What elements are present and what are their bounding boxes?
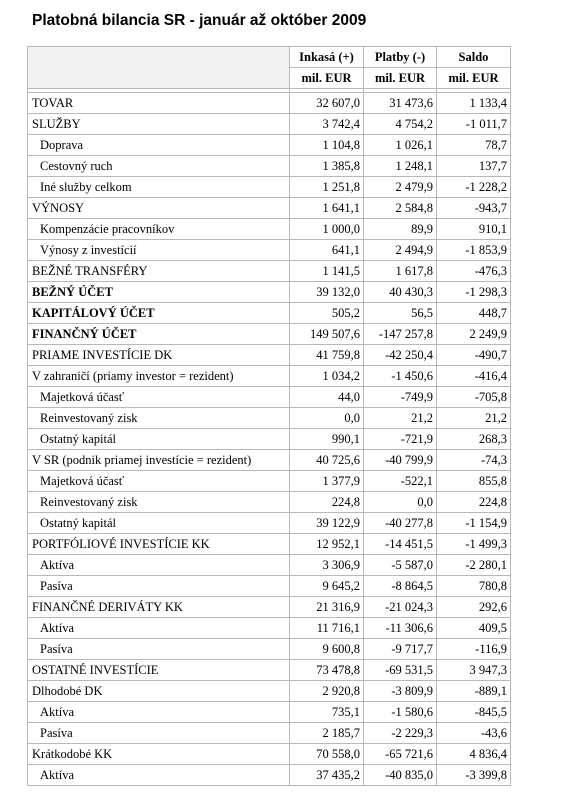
cell-platby: -3 809,9 bbox=[364, 681, 437, 702]
cell-platby: -42 250,4 bbox=[364, 345, 437, 366]
cell-saldo: 268,3 bbox=[437, 429, 511, 450]
table-row bbox=[28, 114, 511, 135]
column-header-platby: Platby (-) bbox=[364, 47, 437, 68]
cell-inkasa: 73 478,8 bbox=[290, 660, 364, 681]
table-row bbox=[28, 408, 511, 429]
cell-inkasa: 39 122,9 bbox=[290, 513, 364, 534]
row-label: Aktíva bbox=[28, 765, 290, 786]
cell-platby: -40 799,9 bbox=[364, 450, 437, 471]
cell-platby: -21 024,3 bbox=[364, 597, 437, 618]
cell-saldo: -2 280,1 bbox=[437, 555, 511, 576]
cell-saldo: -476,3 bbox=[437, 261, 511, 282]
cell-inkasa: 641,1 bbox=[290, 240, 364, 261]
table-row bbox=[28, 597, 511, 618]
cell-saldo: -116,9 bbox=[437, 639, 511, 660]
row-label: Kompenzácie pracovníkov bbox=[28, 219, 290, 240]
cell-inkasa: 505,2 bbox=[290, 303, 364, 324]
cell-platby: -14 451,5 bbox=[364, 534, 437, 555]
row-label: Doprava bbox=[28, 135, 290, 156]
cell-inkasa: 735,1 bbox=[290, 702, 364, 723]
table-row bbox=[28, 198, 511, 219]
cell-saldo: 855,8 bbox=[437, 471, 511, 492]
cell-saldo: -1 011,7 bbox=[437, 114, 511, 135]
balance-of-payments-table bbox=[27, 46, 511, 786]
row-label: PORTFÓLIOVÉ INVESTÍCIE KK bbox=[28, 534, 290, 555]
cell-platby: 56,5 bbox=[364, 303, 437, 324]
cell-platby: 89,9 bbox=[364, 219, 437, 240]
row-label: TOVAR bbox=[28, 93, 290, 114]
row-label: FINANČNÉ DERIVÁTY KK bbox=[28, 597, 290, 618]
column-header-saldo: Saldo bbox=[437, 47, 511, 68]
cell-inkasa: 1 034,2 bbox=[290, 366, 364, 387]
cell-inkasa: 0,0 bbox=[290, 408, 364, 429]
cell-inkasa: 40 725,6 bbox=[290, 450, 364, 471]
cell-saldo: -1 298,3 bbox=[437, 282, 511, 303]
column-header-inkasa: Inkasá (+) bbox=[290, 47, 364, 68]
table-row bbox=[28, 366, 511, 387]
table-row bbox=[28, 303, 511, 324]
row-label: Aktíva bbox=[28, 618, 290, 639]
cell-inkasa: 70 558,0 bbox=[290, 744, 364, 765]
cell-platby: 2 494,9 bbox=[364, 240, 437, 261]
cell-inkasa: 1 000,0 bbox=[290, 219, 364, 240]
cell-inkasa: 39 132,0 bbox=[290, 282, 364, 303]
cell-platby: -721,9 bbox=[364, 429, 437, 450]
cell-saldo: 780,8 bbox=[437, 576, 511, 597]
table-row bbox=[28, 93, 511, 114]
cell-platby: -749,9 bbox=[364, 387, 437, 408]
row-label: Aktíva bbox=[28, 702, 290, 723]
table-row bbox=[28, 282, 511, 303]
cell-inkasa: 149 507,6 bbox=[290, 324, 364, 345]
row-label: Pasíva bbox=[28, 723, 290, 744]
cell-saldo: 3 947,3 bbox=[437, 660, 511, 681]
table-row bbox=[28, 492, 511, 513]
table-row bbox=[28, 240, 511, 261]
cell-inkasa: 1 641,1 bbox=[290, 198, 364, 219]
row-label: KAPITÁLOVÝ ÚČET bbox=[28, 303, 290, 324]
row-label: BEŽNÉ TRANSFÉRY bbox=[28, 261, 290, 282]
row-label: Ostatný kapitál bbox=[28, 429, 290, 450]
header-row-columns bbox=[28, 47, 511, 68]
row-label: Výnosy z investícií bbox=[28, 240, 290, 261]
row-label: Iné služby celkom bbox=[28, 177, 290, 198]
cell-saldo: 448,7 bbox=[437, 303, 511, 324]
row-label: VÝNOSY bbox=[28, 198, 290, 219]
cell-saldo: -43,6 bbox=[437, 723, 511, 744]
cell-platby: -65 721,6 bbox=[364, 744, 437, 765]
cell-saldo: 78,7 bbox=[437, 135, 511, 156]
cell-platby: -522,1 bbox=[364, 471, 437, 492]
cell-saldo: 409,5 bbox=[437, 618, 511, 639]
table-row bbox=[28, 387, 511, 408]
cell-inkasa: 2 185,7 bbox=[290, 723, 364, 744]
cell-platby: 2 479,9 bbox=[364, 177, 437, 198]
row-label: FINANČNÝ ÚČET bbox=[28, 324, 290, 345]
table-row bbox=[28, 219, 511, 240]
unit-header-platby: mil. EUR bbox=[364, 68, 437, 89]
cell-saldo: 910,1 bbox=[437, 219, 511, 240]
cell-inkasa: 1 104,8 bbox=[290, 135, 364, 156]
cell-inkasa: 21 316,9 bbox=[290, 597, 364, 618]
table-row bbox=[28, 513, 511, 534]
cell-saldo: 2 249,9 bbox=[437, 324, 511, 345]
cell-saldo: 1 133,4 bbox=[437, 93, 511, 114]
table-row bbox=[28, 660, 511, 681]
cell-saldo: 292,6 bbox=[437, 597, 511, 618]
cell-platby: -2 229,3 bbox=[364, 723, 437, 744]
table-row bbox=[28, 450, 511, 471]
cell-inkasa: 41 759,8 bbox=[290, 345, 364, 366]
cell-saldo: -1 499,3 bbox=[437, 534, 511, 555]
cell-saldo: -1 228,2 bbox=[437, 177, 511, 198]
cell-saldo: -1 853,9 bbox=[437, 240, 511, 261]
cell-inkasa: 1 251,8 bbox=[290, 177, 364, 198]
table-row bbox=[28, 639, 511, 660]
cell-inkasa: 1 385,8 bbox=[290, 156, 364, 177]
table-row bbox=[28, 744, 511, 765]
cell-inkasa: 12 952,1 bbox=[290, 534, 364, 555]
cell-saldo: -416,4 bbox=[437, 366, 511, 387]
table-row bbox=[28, 576, 511, 597]
cell-inkasa: 9 600,8 bbox=[290, 639, 364, 660]
row-label: Reinvestovaný zisk bbox=[28, 492, 290, 513]
unit-header-saldo: mil. EUR bbox=[437, 68, 511, 89]
cell-inkasa: 224,8 bbox=[290, 492, 364, 513]
table-row bbox=[28, 765, 511, 786]
cell-saldo: -943,7 bbox=[437, 198, 511, 219]
row-label: OSTATNÉ INVESTÍCIE bbox=[28, 660, 290, 681]
cell-saldo: -74,3 bbox=[437, 450, 511, 471]
row-label: V SR (podnik priamej investície = rezident) bbox=[28, 450, 290, 471]
cell-platby: 1 026,1 bbox=[364, 135, 437, 156]
cell-inkasa: 11 716,1 bbox=[290, 618, 364, 639]
unit-header-inkasa: mil. EUR bbox=[290, 68, 364, 89]
row-label: Ostatný kapitál bbox=[28, 513, 290, 534]
cell-inkasa: 37 435,2 bbox=[290, 765, 364, 786]
cell-platby: -1 450,6 bbox=[364, 366, 437, 387]
row-label: Reinvestovaný zisk bbox=[28, 408, 290, 429]
cell-saldo: -889,1 bbox=[437, 681, 511, 702]
cell-platby: -147 257,8 bbox=[364, 324, 437, 345]
cell-platby: 1 617,8 bbox=[364, 261, 437, 282]
table-row bbox=[28, 345, 511, 366]
row-label: PRIAME INVESTÍCIE DK bbox=[28, 345, 290, 366]
cell-saldo: 4 836,4 bbox=[437, 744, 511, 765]
cell-saldo: 21,2 bbox=[437, 408, 511, 429]
table-row bbox=[28, 555, 511, 576]
row-label: V zahraničí (priamy investor = rezident) bbox=[28, 366, 290, 387]
cell-platby: -8 864,5 bbox=[364, 576, 437, 597]
cell-saldo: -1 154,9 bbox=[437, 513, 511, 534]
table-row bbox=[28, 471, 511, 492]
cell-platby: -11 306,6 bbox=[364, 618, 437, 639]
table-row bbox=[28, 156, 511, 177]
row-label: BEŽNÝ ÚČET bbox=[28, 282, 290, 303]
cell-platby: 31 473,6 bbox=[364, 93, 437, 114]
table-row bbox=[28, 261, 511, 282]
cell-inkasa: 2 920,8 bbox=[290, 681, 364, 702]
cell-platby: 40 430,3 bbox=[364, 282, 437, 303]
cell-platby: 0,0 bbox=[364, 492, 437, 513]
row-label: Cestovný ruch bbox=[28, 156, 290, 177]
cell-saldo: 137,7 bbox=[437, 156, 511, 177]
row-label: Pasíva bbox=[28, 576, 290, 597]
header-blank-cell bbox=[28, 47, 290, 89]
table-row bbox=[28, 618, 511, 639]
row-label: Dlhodobé DK bbox=[28, 681, 290, 702]
cell-platby: -1 580,6 bbox=[364, 702, 437, 723]
table-row bbox=[28, 723, 511, 744]
cell-platby: 1 248,1 bbox=[364, 156, 437, 177]
cell-saldo: -490,7 bbox=[437, 345, 511, 366]
table-row bbox=[28, 324, 511, 345]
cell-inkasa: 990,1 bbox=[290, 429, 364, 450]
cell-inkasa: 32 607,0 bbox=[290, 93, 364, 114]
table-row bbox=[28, 681, 511, 702]
cell-inkasa: 3 742,4 bbox=[290, 114, 364, 135]
table-row bbox=[28, 135, 511, 156]
row-label: Majetková účasť bbox=[28, 471, 290, 492]
cell-platby: -5 587,0 bbox=[364, 555, 437, 576]
page-title: Platobná bilancia SR - január až október 2009 bbox=[32, 12, 367, 29]
cell-saldo: -705,8 bbox=[437, 387, 511, 408]
cell-inkasa: 1 377,9 bbox=[290, 471, 364, 492]
cell-inkasa: 3 306,9 bbox=[290, 555, 364, 576]
cell-platby: -9 717,7 bbox=[364, 639, 437, 660]
cell-platby: 4 754,2 bbox=[364, 114, 437, 135]
cell-platby: 2 584,8 bbox=[364, 198, 437, 219]
cell-platby: 21,2 bbox=[364, 408, 437, 429]
row-label: SLUŽBY bbox=[28, 114, 290, 135]
row-label: Majetková účasť bbox=[28, 387, 290, 408]
cell-platby: -69 531,5 bbox=[364, 660, 437, 681]
table-row bbox=[28, 429, 511, 450]
cell-saldo: -3 399,8 bbox=[437, 765, 511, 786]
cell-platby: -40 277,8 bbox=[364, 513, 437, 534]
cell-saldo: 224,8 bbox=[437, 492, 511, 513]
row-label: Pasíva bbox=[28, 639, 290, 660]
table-row bbox=[28, 177, 511, 198]
cell-inkasa: 1 141,5 bbox=[290, 261, 364, 282]
row-label: Aktíva bbox=[28, 555, 290, 576]
row-label: Krátkodobé KK bbox=[28, 744, 290, 765]
cell-inkasa: 9 645,2 bbox=[290, 576, 364, 597]
cell-platby: -40 835,0 bbox=[364, 765, 437, 786]
table-row bbox=[28, 534, 511, 555]
cell-inkasa: 44,0 bbox=[290, 387, 364, 408]
table-body bbox=[28, 89, 511, 786]
table-row bbox=[28, 702, 511, 723]
cell-saldo: -845,5 bbox=[437, 702, 511, 723]
